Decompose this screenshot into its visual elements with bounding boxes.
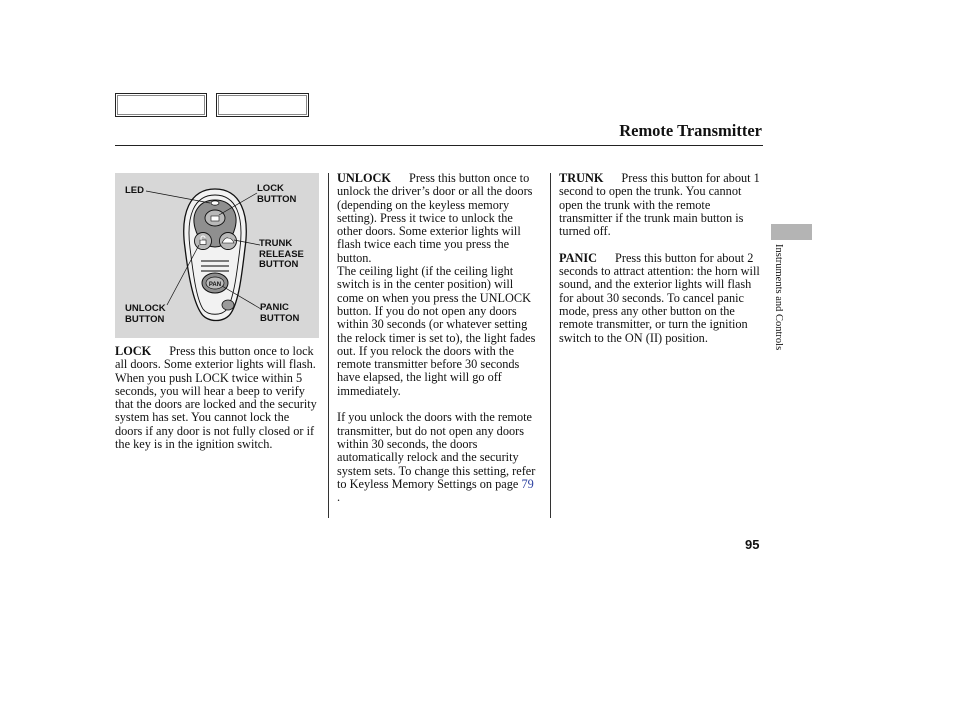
page-title: Remote Transmitter: [619, 121, 762, 140]
panic-keyword: PANIC: [559, 250, 598, 265]
remote-transmitter-figure: [115, 173, 319, 338]
unlock-description: UNLOCK Press this button once to unlock the driver’s door or all the doors (depending on the keyless memory setting). Press it twice to unlock the other doors. Some exterior lights will flash twice each time you press the button. The ceiling light (if the ceiling light switch is in the center position) will come on when you press the UNLOCK button. If you do not open any doors within 30 seconds (or whatever setting the relock timer is set to), the light fades out. If you relock the doors with the remote transmitter before 30 seconds have elapsed, the light will go off immediately. If you unlock the doors with the remote transmitter, but do not open any doors within 30 seconds, the doors automatically relock and the security system sets. To change this setting, refer to Keyless Memory Settings on page 79 .: [337, 172, 538, 504]
relock-text: If you unlock the doors with the remote transmitter, but do not open any doors within 30 seconds, the doors automatically relock and the security system sets. To change this setting, refer to Keyless Memory Settings on page: [337, 410, 536, 491]
header-rule: [115, 145, 763, 146]
section-tab-label: Instruments and Controls: [773, 244, 784, 351]
nav-button-left[interactable]: [115, 93, 207, 117]
svg-text:PAN: PAN: [208, 282, 222, 288]
led-indicator: [211, 201, 219, 205]
nav-button-right[interactable]: [216, 93, 309, 117]
unlock-keyword: UNLOCK: [337, 171, 391, 185]
figure-label-led: LED: [125, 185, 144, 196]
column-divider-1: [328, 173, 329, 518]
lock-keyword: LOCK: [115, 344, 152, 358]
ceiling-light-text: The ceiling light (if the ceiling light switch is in the center position) will come on when you press the UNLOCK button. If you do not open any doors within 30 seconds (or whatever setting the relock timer is set to), the light fades out. If you relock the doors with the remote transmitter before 30 seconds have elapsed, the light will go off immediately.: [337, 264, 536, 398]
trunk-text: Press this button for about 1 second to open the trunk. You cannot open the trunk with the remote transmitter if the trunk main button is turned off.: [559, 171, 760, 239]
section-tab-marker: [771, 224, 812, 240]
unlock-text: Press this button once to unlock the driver’s door or all the doors (depending on the keyless memory setting). Press it twice to unlock the other doors. Some exterior lights will flash twice each time you press the button.: [337, 171, 533, 265]
figure-label-panic-button: PANIC BUTTON: [260, 302, 300, 324]
panic-text: Press this button for about 2 seconds to attract attention: the horn will sound, and the exterior lights will flash for about 30 seconds. To cancel panic mode, press any other button on the remote transmitter, or turn the ignition switch to the ON (II) position.: [559, 250, 760, 345]
figure-label-trunk-release-button: TRUNK RELEASE BUTTON: [259, 238, 304, 270]
lock-description: [115, 345, 318, 451]
column-divider-2: [550, 173, 551, 518]
trunk-panic-description: [559, 172, 762, 345]
figure-label-unlock-button: UNLOCK BUTTON: [125, 303, 166, 325]
lock-text: Press this button once to lock all doors. Some exterior lights will flash. When you push LOCK twice within 5 seconds, you will hear a beep to verify that the doors are locked and the security system has set. You cannot lock the doors if any door is not fully closed or if the key is in the ignition switch.: [115, 344, 317, 452]
page-number: 95: [745, 537, 760, 552]
page-reference-link[interactable]: 79: [521, 476, 534, 491]
figure-label-lock-button: LOCK BUTTON: [257, 183, 297, 205]
trunk-keyword: TRUNK: [559, 171, 604, 185]
